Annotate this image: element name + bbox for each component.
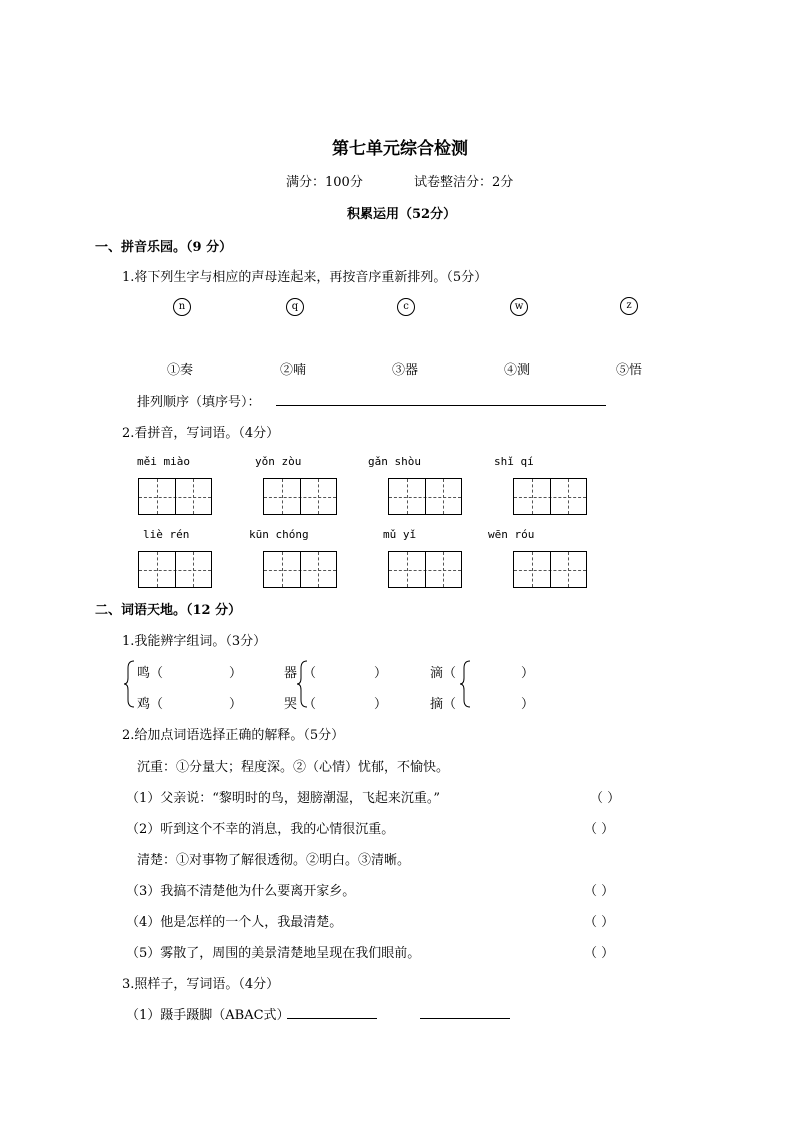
pinyin-label: gǎn shòu [368,455,421,468]
left-brace-icon [460,660,472,708]
answer-paren[interactable]: （ ） [584,822,615,837]
sentence: （4）他是怎样的一个人，我最清楚。 [126,915,343,930]
character-item: ③器 [392,363,419,378]
part2-heading: 二、词语天地。（12 分） [95,603,242,618]
sentence: （5）雾散了，周围的美景清楚地呈现在我们眼前。 [126,946,421,961]
q2-1-prompt: 1.我能辨字组词。（3分） [122,634,267,649]
pinyin-label: měi miào [137,455,190,468]
writing-grid[interactable] [138,478,212,515]
sentence: （2）听到这个不幸的消息，我的心情很沉重。 [126,822,395,837]
char-word-pair: 鸡（ [137,697,164,712]
character-item: ①奏 [167,363,194,378]
neatness-score: 试卷整洁分：2分 [414,175,514,190]
q2-2-prompt: 2.给加点词语选择正确的解释。（5分） [122,728,345,743]
answer-line[interactable] [420,1018,510,1019]
order-label: 排列顺序（填序号）： [137,395,261,410]
pinyin-label: kūn chóng [249,528,309,541]
char-word-pair: ） [521,666,535,681]
definition: 沉重：①分量大；程度深。②（心情）忧郁，不愉快。 [137,760,450,775]
writing-grid[interactable] [513,551,587,588]
character-item: ⑤悟 [616,363,643,378]
initial-letter: w [510,298,528,316]
sentence: （3）我搞不清楚他为什么要离开家乡。 [126,884,356,899]
sentence: （1）父亲说：“黎明时的鸟，翅膀潮湿，飞起来沉重。” [126,791,441,806]
writing-grid[interactable] [263,551,337,588]
char-word-pair: 摘（ [430,697,457,712]
char-word-pair: ） [521,697,535,712]
pinyin-label: shǐ qí [494,455,534,468]
q1-prompt: 1.将下列生字与相应的声母连起来，再按音序重新排列。（5分） [122,270,488,285]
answer-paren[interactable]: （ ） [584,946,615,961]
full-score: 满分：100分 [286,175,363,190]
page-title: 第七单元综合检测 [332,139,468,159]
initial-letter: q [286,298,304,316]
q2-3-prompt: 3.照样子，写词语。（4分） [122,977,280,992]
writing-grid[interactable] [388,551,462,588]
char-word-pair: ） [229,697,243,712]
section-title: 积累运用（52分） [347,207,457,222]
char-word-pair: 滴（ [430,666,457,681]
character-item: ②喃 [280,363,307,378]
char-word-pair: 哭 [284,697,298,712]
char-word-pair: （ [303,666,317,681]
char-word-pair: ） [374,697,388,712]
char-word-pair: （ [303,697,317,712]
char-word-pair: 器 [284,666,298,681]
writing-grid[interactable] [263,478,337,515]
answer-line[interactable] [287,1018,377,1019]
initial-letter: c [397,298,415,316]
pinyin-label: wēn róu [488,528,535,541]
character-item: ④测 [504,363,531,378]
answer-paren[interactable]: （ ） [584,884,615,899]
order-answer-line[interactable] [276,405,606,406]
answer-paren[interactable]: （ ） [584,915,615,930]
definition: 清楚：①对事物了解很透彻。②明白。③清晰。 [137,853,411,868]
sentence: （1）蹑手蹑脚（ABAC式） [126,1008,290,1023]
char-word-pair: ） [374,666,388,681]
left-brace-icon [124,660,136,708]
pinyin-label: mǔ yǐ [383,528,417,541]
answer-paren[interactable]: （ ） [590,791,621,806]
initial-letter: z [620,297,638,315]
pinyin-label: yǒn zòu [255,455,302,468]
initial-letter: n [173,298,191,316]
q2-prompt: 2.看拼音，写词语。（4分） [122,426,280,441]
char-word-pair: 鸣（ [137,666,164,681]
char-word-pair: ） [229,666,243,681]
part1-heading: 一、拼音乐园。（9 分） [95,240,233,255]
pinyin-label: liè rén [143,528,190,541]
writing-grid[interactable] [513,478,587,515]
writing-grid[interactable] [388,478,462,515]
writing-grid[interactable] [138,551,212,588]
